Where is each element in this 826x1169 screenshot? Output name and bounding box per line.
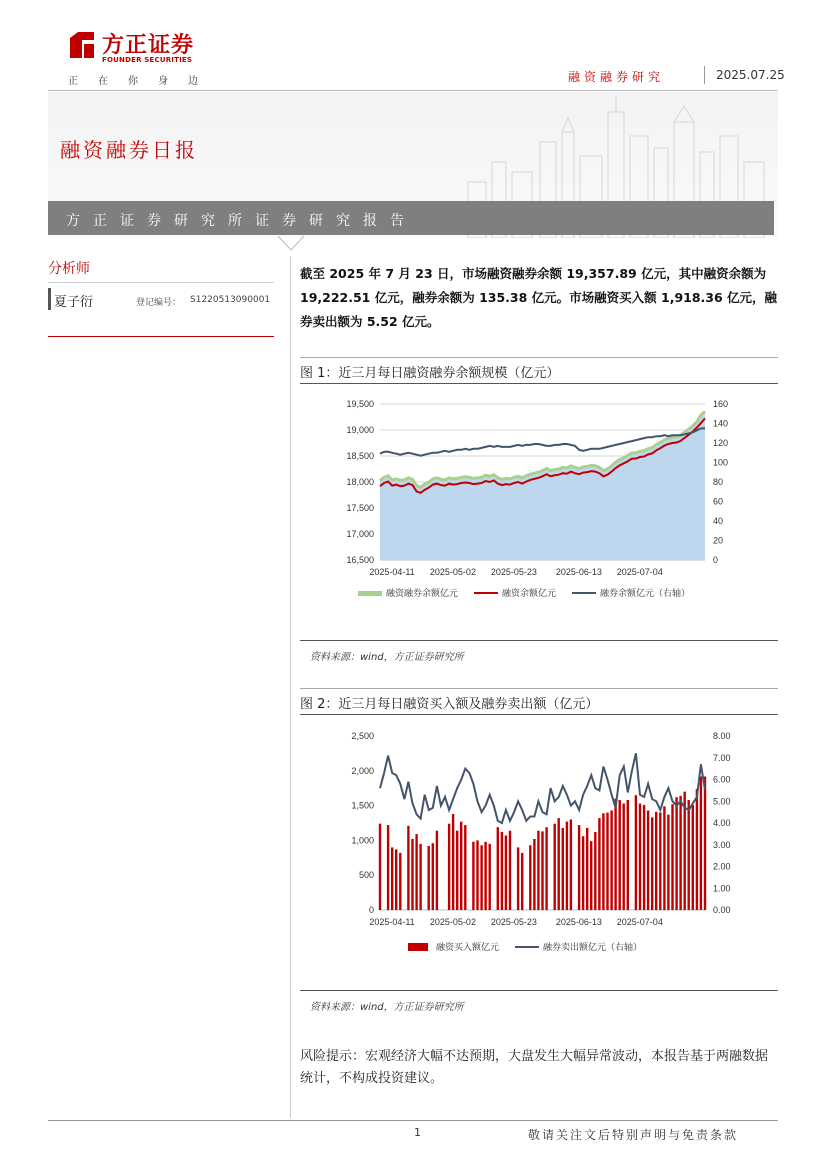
founder-logo-icon xyxy=(68,30,96,60)
bar-financing-buy xyxy=(432,843,434,910)
y-right-tick-label: 140 xyxy=(713,418,729,429)
bar-financing-buy xyxy=(700,776,702,910)
page-number: 1 xyxy=(414,1126,421,1139)
y-left-tick-label: 0 xyxy=(368,905,374,915)
bar-financing-buy xyxy=(614,799,616,910)
fig2-title-rule xyxy=(300,714,778,715)
bar-financing-buy xyxy=(627,800,629,910)
analyst-marker xyxy=(48,288,51,310)
y-left-tick-label: 1,500 xyxy=(351,800,374,811)
y-left-tick-label: 500 xyxy=(358,870,374,881)
bar-financing-buy xyxy=(533,839,535,910)
x-tick-label: 2025-07-04 xyxy=(616,917,663,927)
y-left-tick-label: 18,500 xyxy=(346,451,374,461)
y-left-tick-label: 17,500 xyxy=(346,503,374,513)
bar-financing-buy xyxy=(419,844,421,910)
bar-financing-buy xyxy=(602,813,604,910)
bar-financing-buy xyxy=(448,824,450,910)
bar-financing-buy xyxy=(684,792,686,910)
bar-financing-buy xyxy=(671,804,673,910)
y-left-tick-label: 16,500 xyxy=(346,555,374,565)
bar-financing-buy xyxy=(643,805,645,910)
bar-financing-buy xyxy=(545,827,547,910)
bar-financing-buy xyxy=(379,824,381,910)
bar-financing-buy xyxy=(501,832,503,910)
bar-financing-buy xyxy=(484,842,486,910)
bar-financing-buy xyxy=(476,840,478,910)
fig1-source: 资料来源：wind，方正证券研究所 xyxy=(310,652,464,663)
page-header xyxy=(0,0,826,92)
fig2-bottom-rule xyxy=(300,990,778,991)
bar-financing-buy xyxy=(537,831,539,910)
bar-financing-buy xyxy=(541,831,543,910)
fig1-top-rule xyxy=(300,357,778,358)
bar-financing-buy xyxy=(688,800,690,910)
legend-swatch xyxy=(358,591,382,596)
analyst-rule xyxy=(48,282,274,283)
x-tick-label: 2025-06-13 xyxy=(555,917,602,927)
analyst-panel xyxy=(48,258,274,310)
y-right-tick-label: 4.00 xyxy=(713,818,731,828)
bar-financing-buy xyxy=(529,845,531,910)
bar-financing-buy xyxy=(663,806,665,910)
header-divider xyxy=(704,66,705,84)
bar-financing-buy xyxy=(472,842,474,910)
registration-label: 登记编号： xyxy=(136,298,182,308)
bar-financing-buy xyxy=(651,817,653,910)
bar-financing-buy xyxy=(391,847,393,910)
x-tick-label: 2025-05-02 xyxy=(429,917,476,927)
y-right-tick-label: 8.00 xyxy=(713,731,731,741)
x-tick-label: 2025-04-11 xyxy=(369,917,415,927)
area-fill-total xyxy=(380,411,705,560)
column-divider xyxy=(290,256,291,1118)
risk-warning: 风险提示：宏观经济大幅不达预期，大盘发生大幅异常波动，本报告基于两融数据统计，不构成投资建议。 xyxy=(300,1049,769,1086)
fig2-source: 资料来源：wind，方正证券研究所 xyxy=(310,1002,464,1013)
bar-financing-buy xyxy=(407,826,409,910)
analyst-bottom-rule xyxy=(48,336,274,337)
fig2-chart xyxy=(300,720,778,960)
y-right-tick-label: 60 xyxy=(713,496,724,507)
analyst-heading: 分析师 xyxy=(48,261,90,277)
y-right-tick-label: 20 xyxy=(713,535,724,546)
x-tick-label: 2025-05-23 xyxy=(490,917,537,927)
logo-text-cn: 方正证券 xyxy=(102,33,195,58)
bar-financing-buy xyxy=(590,841,592,910)
bar-financing-buy xyxy=(456,831,458,910)
bar-financing-buy xyxy=(606,813,608,910)
bar-financing-buy xyxy=(460,822,462,910)
founder-logo xyxy=(64,28,204,68)
bar-financing-buy xyxy=(436,831,438,910)
bar-financing-buy xyxy=(692,805,694,910)
y-left-tick-label: 19,500 xyxy=(346,399,374,409)
bar-financing-buy xyxy=(696,789,698,910)
bar-financing-buy xyxy=(489,844,491,910)
y-right-tick-label: 0 xyxy=(713,555,719,565)
bar-financing-buy xyxy=(395,849,397,910)
fig1-title: 图 1：近三月每日融资融券余额规模（亿元） xyxy=(300,366,560,381)
bar-financing-buy xyxy=(480,845,482,910)
legend-label: 融资融券余额亿元 xyxy=(386,588,459,598)
y-left-tick-label: 2,000 xyxy=(351,765,374,776)
bar-financing-buy xyxy=(428,846,430,910)
y-left-tick-label: 18,000 xyxy=(346,477,374,487)
bar-financing-buy xyxy=(411,839,413,910)
bar-financing-buy xyxy=(554,824,556,910)
bar-financing-buy xyxy=(610,811,612,911)
bar-financing-buy xyxy=(679,796,681,910)
y-right-tick-label: 120 xyxy=(713,438,729,448)
report-series: 融资融券研究 xyxy=(568,70,665,84)
institute-bar-text: 方正证券研究所证券研究报告 xyxy=(66,213,417,229)
y-right-tick-label: 40 xyxy=(713,516,724,526)
x-tick-label: 2025-05-02 xyxy=(429,567,476,577)
bar-financing-buy xyxy=(675,797,677,910)
y-right-tick-label: 100 xyxy=(713,457,729,468)
bar-financing-buy xyxy=(497,827,499,910)
bar-financing-buy xyxy=(586,828,588,910)
header-rule xyxy=(48,90,778,91)
logo-text-en: FOUNDER SECURITIES xyxy=(102,56,193,64)
bar-financing-buy xyxy=(558,818,560,910)
y-right-tick-label: 6.00 xyxy=(713,774,731,785)
y-left-tick-label: 17,000 xyxy=(346,529,374,539)
y-left-tick-label: 19,000 xyxy=(346,425,374,435)
legend-label: 融资余额亿元 xyxy=(502,588,557,598)
x-tick-label: 2025-06-13 xyxy=(555,567,602,577)
bar-financing-buy xyxy=(623,804,625,911)
x-tick-label: 2025-04-11 xyxy=(369,567,415,577)
bar-financing-buy xyxy=(452,814,454,910)
x-tick-label: 2025-05-23 xyxy=(490,567,537,577)
registration-number: S1220513090001 xyxy=(190,295,271,305)
analyst-name: 夏子衍 xyxy=(54,295,94,310)
y-right-tick-label: 5.00 xyxy=(713,796,731,807)
footer-rule xyxy=(48,1120,778,1121)
bar-financing-buy xyxy=(704,777,706,911)
y-right-tick-label: 7.00 xyxy=(713,752,731,763)
fig2-top-rule xyxy=(300,688,778,689)
bar-financing-buy xyxy=(415,834,417,910)
y-right-tick-label: 1.00 xyxy=(713,883,731,894)
bar-financing-buy xyxy=(464,825,466,910)
y-right-tick-label: 3.00 xyxy=(713,839,731,850)
fig2-title: 图 2：近三月每日融资买入额及融券卖出额（亿元） xyxy=(300,697,599,712)
report-date: 2025.07.25 xyxy=(716,68,785,82)
bar-financing-buy xyxy=(578,825,580,910)
summary-paragraph: 截至 2025 年 7 月 23 日，市场融资融券余额 19,357.89 亿元，其中融资余额为 19,222.51 亿元，融券余额为 135.38 亿元。市场融资买入额 1,918.36 亿元，融券卖出额为 5.52 亿元。 xyxy=(300,266,778,329)
bar-financing-buy xyxy=(387,825,389,910)
fig1-bottom-rule xyxy=(300,640,778,641)
bar-financing-buy xyxy=(639,804,641,911)
report-title: 融资融券日报 xyxy=(60,138,198,162)
y-right-tick-label: 80 xyxy=(713,477,724,487)
bar-financing-buy xyxy=(647,811,649,911)
slogan: 正在你身边 xyxy=(68,76,218,87)
bar-financing-buy xyxy=(566,822,568,910)
bar-financing-buy xyxy=(635,795,637,910)
footer-disclaimer: 敬请关注文后特别声明与免责条款 xyxy=(528,1128,739,1142)
bar-financing-buy xyxy=(509,831,511,910)
bar-financing-buy xyxy=(570,820,572,911)
y-right-tick-label: 2.00 xyxy=(713,861,731,872)
legend-label: 融资买入额亿元 xyxy=(436,942,500,952)
institute-bar xyxy=(48,201,774,235)
legend-label: 融券余额亿元（右轴） xyxy=(600,588,691,598)
legend-swatch xyxy=(408,943,428,951)
y-right-tick-label: 160 xyxy=(713,399,729,409)
bar-financing-buy xyxy=(598,818,600,910)
banner-notch xyxy=(278,236,304,258)
bar-financing-buy xyxy=(594,832,596,910)
legend-label: 融券卖出额亿元（右轴） xyxy=(543,942,643,952)
x-tick-label: 2025-07-04 xyxy=(616,567,663,577)
bar-financing-buy xyxy=(582,836,584,910)
fig1-title-rule xyxy=(300,383,778,384)
bar-financing-buy xyxy=(655,812,657,910)
y-left-tick-label: 2,500 xyxy=(351,731,374,741)
y-right-tick-label: 0.00 xyxy=(713,905,731,915)
fig1-chart xyxy=(300,386,778,606)
bar-financing-buy xyxy=(659,813,661,910)
bar-financing-buy xyxy=(399,853,401,910)
bar-financing-buy xyxy=(517,847,519,910)
bar-financing-buy xyxy=(505,836,507,911)
bar-financing-buy xyxy=(619,800,621,910)
bar-financing-buy xyxy=(562,828,564,910)
bar-financing-buy xyxy=(521,853,523,910)
y-left-tick-label: 1,000 xyxy=(351,835,374,846)
bar-financing-buy xyxy=(667,815,669,910)
